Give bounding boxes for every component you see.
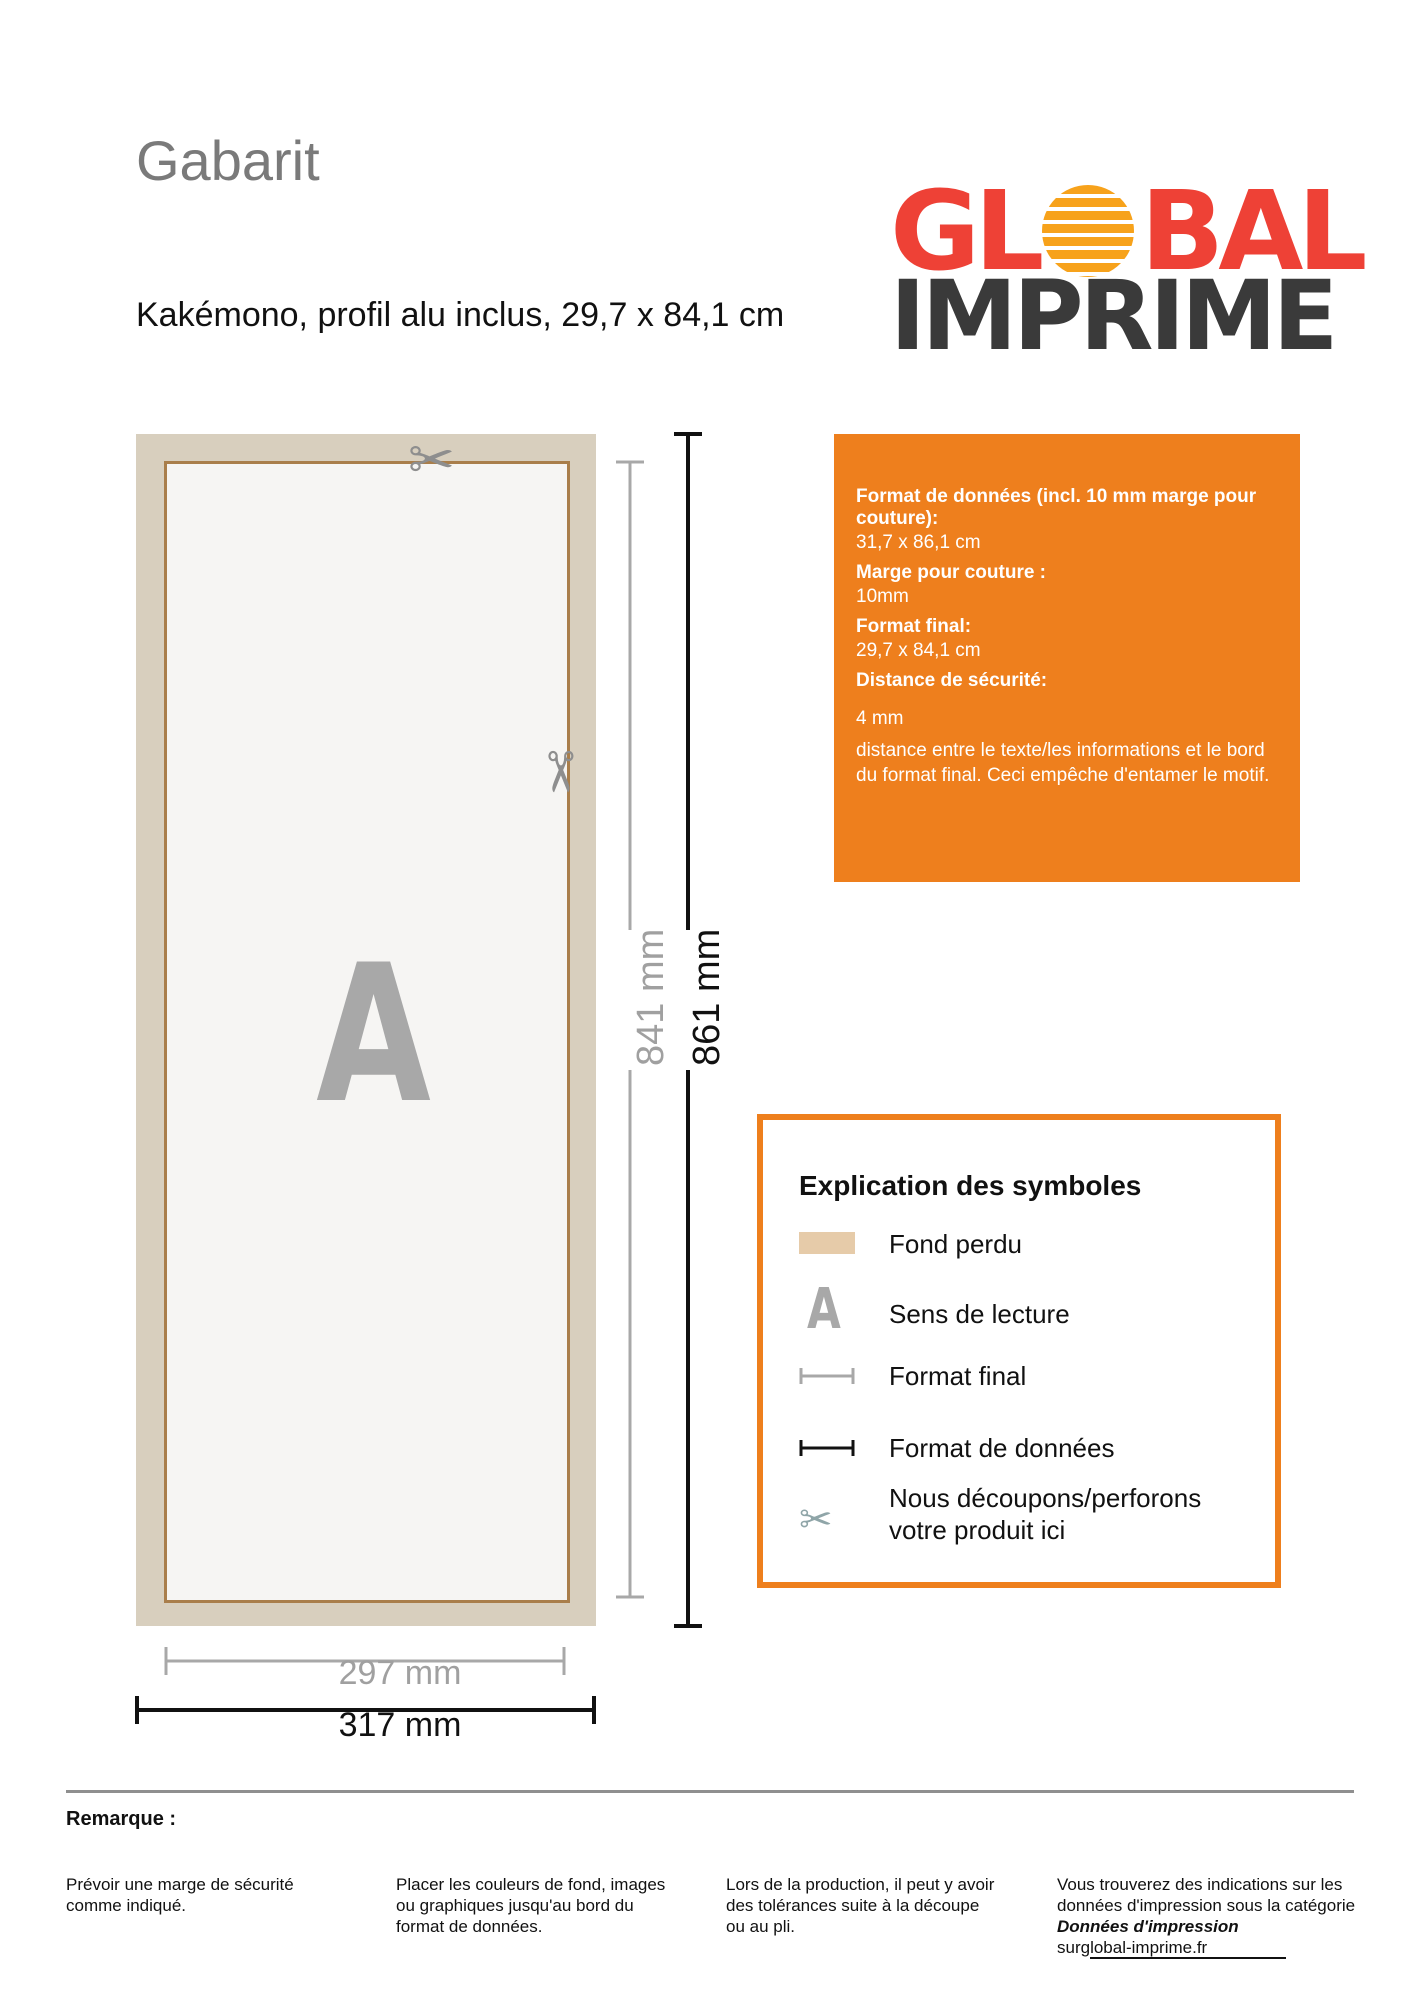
symbols-title: Explication des symboles — [799, 1170, 1142, 1201]
safety-distance-heading: Distance de sécurité: — [856, 670, 1048, 691]
data-format-value: 31,7 x 86,1 cm — [856, 532, 981, 553]
logo-text-gl: GL — [890, 167, 1039, 295]
link-underline — [1090, 1957, 1286, 1959]
safety-distance-value: 4 mm — [856, 708, 904, 729]
legend-label: Format final — [889, 1361, 1027, 1391]
data-height-label: 861 mm — [686, 928, 728, 1066]
data-format-line-icon — [799, 1428, 855, 1484]
final-width-label: 297 mm — [338, 1654, 462, 1692]
legend-item — [799, 1220, 1269, 1276]
website-link[interactable]: surglobal-imprime.fr — [1057, 1938, 1208, 1957]
legend-label: Sens de lecture — [889, 1299, 1070, 1329]
reading-direction-letter: A — [316, 924, 431, 1145]
data-format-heading: Format de données (incl. 10 mm marge pour couture): — [856, 486, 1257, 529]
symbols-legend — [757, 1114, 1281, 1588]
legend-item — [799, 1428, 1269, 1484]
legend-item — [799, 1356, 1269, 1412]
remark-text — [1057, 1874, 1357, 1958]
footer-divider — [66, 1790, 1354, 1793]
remark-text: Placer les couleurs de fond, images ou graphiques jusqu'au bord du format de données. — [396, 1875, 666, 1936]
seam-margin-heading: Marge pour couture : — [856, 562, 1047, 583]
print-data-category: Données d'impression — [1057, 1917, 1239, 1936]
legend-item — [799, 1482, 1269, 1562]
logo-text-bal: BAL — [1140, 167, 1362, 295]
data-width-label: 317 mm — [338, 1706, 462, 1744]
seam-margin-value: 10mm — [856, 586, 909, 607]
final-format-line-icon — [799, 1356, 855, 1412]
remark-text: Lors de la production, il peut y avoir des tolérances suite à la découpe ou au pli. — [726, 1875, 995, 1936]
remark-text: Prévoir une marge de sécurité comme indiqué. — [66, 1875, 294, 1915]
scissors-icon: ✂ — [408, 428, 455, 491]
final-format-heading: Format final: — [856, 616, 972, 637]
final-height-label: 841 mm — [630, 928, 672, 1066]
product-subtitle: Kakémono, profil alu inclus, 29,7 x 84,1 cm — [136, 296, 785, 334]
format-info-box — [834, 434, 1300, 882]
legend-label: Fond perdu — [889, 1229, 1022, 1259]
remark-title: Remarque : — [66, 1808, 177, 1830]
logo-imprime: IMPRIME — [890, 260, 1335, 372]
scissors-icon: ✂ — [799, 1498, 833, 1542]
remark-4-text: Vous trouverez des indications sur les données d'impression sous la catégorie — [1057, 1875, 1356, 1915]
safety-distance-note: distance entre le texte/les informations et le bord du format final. Ceci empêche d'entamer le motif. — [856, 740, 1270, 786]
reading-direction-icon: A — [807, 1277, 841, 1342]
scissors-icon: ✂ — [528, 748, 592, 796]
legend-label: Format de données — [889, 1433, 1115, 1463]
legend-label: Nous découpons/perforons votre produit ici — [889, 1483, 1202, 1545]
final-format-value: 29,7 x 84,1 cm — [856, 640, 981, 661]
page-title: Gabarit — [136, 129, 320, 192]
legend-item — [799, 1277, 1269, 1342]
bleed-swatch-icon — [799, 1232, 855, 1254]
